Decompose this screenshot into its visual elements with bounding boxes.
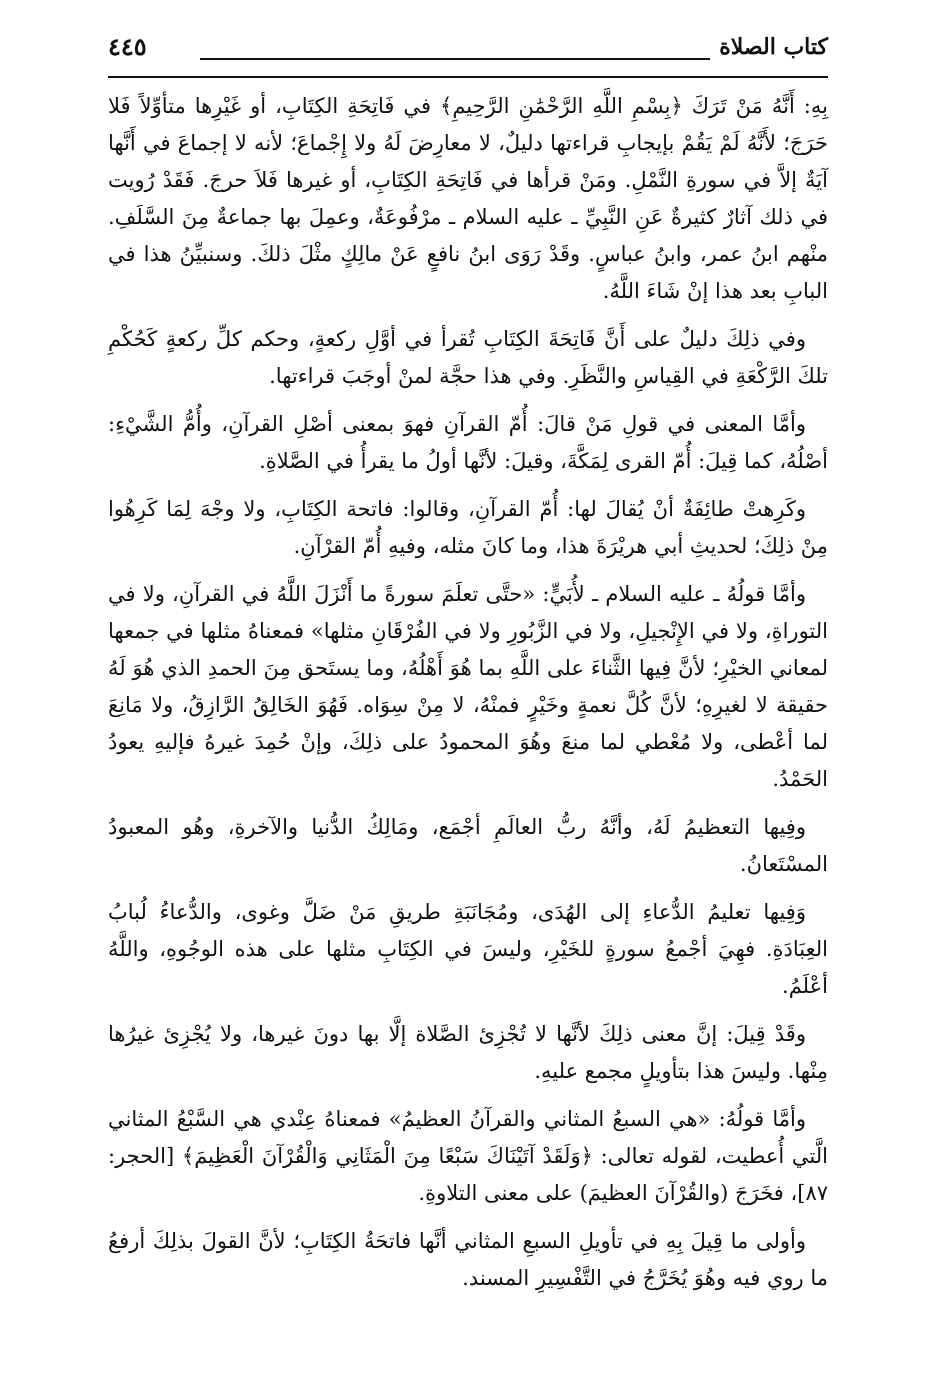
header-rule xyxy=(200,58,710,60)
paragraph-10: وأولى ما قِيلَ بِهِ في تأويلِ السبعِ المثاني أنَّها فاتحَةُ الكِتَابِ؛ لأنَّ القولَ بذلِكَ أرفعُ ما روي فيه وهُوَ يُخَرَّجُ في التَّفْسِيرِ المسند. xyxy=(108,1229,828,1290)
header-underline xyxy=(108,76,828,78)
page-number: ٤٤٥ xyxy=(108,32,147,61)
book-page xyxy=(108,28,828,1308)
paragraph-7: وَفِيها تعليمُ الدُّعاءِ إلى الهُدَى، ومُجَانَبَةِ طريقِ مَنْ ضَلَّ وغوى، والدُّعاءُ لُبابُ العِبَادَةِ. فهِيَ أجْمعُ سورةٍ للخَيْرِ، وليسَ في الكِتَابِ مثلها على هذه الوجُوهِ، واللَّهُ أعْلَمُ. xyxy=(108,900,828,998)
paragraph-3: وأمَّا المعنى في قولِ مَنْ قالَ: أُمّ القرآنِ فهوَ بمعنى أصْلِ القرآنِ، وأُمُّ الشَّيْءِ: أصْلُهُ، كما قِيلَ: أُمّ القرى لِمَكَّةَ، وقيلَ: لأنَّها أولُ ما يقرأُ في الصَّلاةِ. xyxy=(108,412,828,473)
paragraph-1: بِهِ: أَنَّهُ مَنْ تَرَكَ ﴿بِسْمِ اللَّهِ الرَّحْمَٰنِ الرَّحِيمِ﴾ في فَاتِحَةِ الكِتَابِ، أو غَيْرِها متأوِّلاً فَلا حَرَجَ؛ لأَنَّهُ لَمْ يَقُمْ بإيجابِ قراءتها دليلٌ، لا معارِضَ لَهُ ولا إِجْماعَ؛ لأنه لا إجماعَ في أَنَّها آيَةٌ إلاَّ في سورةِ النَّمْلِ. ومَنْ قرأها في فَاتِحَةِ الكِتَابِ، أو غيرها فَلاَ حرجَ. فَقَدْ رُويت في ذلك آثارٌ كثيرةٌ عَنِ النَّبِيِّ ـ عليه السلام ـ مرْفُوعَةٌ، وعمِلَ بها جماعةٌ مِنَ السَّلَفِ. منْهم ابنُ عمر، وابنُ عباسٍ. وقَدْ رَوَى ابنُ نافعٍ عَنْ مالِكٍ مثْلَ ذلكَ. وسنبيِّنُ هذا في البابِ بعد هذا إنْ شَاءَ اللَّهُ. xyxy=(108,94,828,303)
chapter-title: كتاب الصلاة xyxy=(719,34,828,60)
paragraph-9: وأمَّا قولُهُ: «هي السبعُ المثاني والقرآنُ العظيمُ» فمعناهُ عِنْدي هي السَّبْعُ المثاني الَّتي أُعطيت، لقوله تعالى: ﴿وَلَقَدْ آتَيْنَاكَ سَبْعًا مِنَ الْمَثَانِي وَالْقُرْآنَ الْعَظِيمَ﴾ [الحجر: ٨٧]، فخَرَجَ (والقُرْآنَ العظيمَ) على معنى التلاوةِ. xyxy=(108,1107,828,1205)
paragraph-2: وفي ذلِكَ دليلٌ على أَنَّ فَاتِحَةَ الكِتَابِ تُقرأ في أوَّلِ ركعةٍ، وحكم كلِّ ركعةٍ كَحُكْمِ تلكَ الرَّكْعَةِ في القِياسِ والنَّظَرِ. وفي هذا حجَّة لمنْ أوجَبَ قراءتها. xyxy=(108,327,828,388)
paragraph-5: وأمَّا قولُهُ ـ عليه السلام ـ لأُبَيٍّ: «حتَّى تعلَمَ سورةً ما أَنْزَلَ اللَّهُ في القرآنِ، ولا في التوراةِ، ولا في الإِنْجيلِ، ولا في الزَّبُورِ ولا في الفُرْقَانِ مثلها» فمعناهُ مثلها في جمعها لمعاني الخيْرِ؛ لأنَّ فِيها الثَّناءَ على اللَّهِ بما هُوَ أَهْلُهُ، وما يستَحق مِنَ الحمدِ الذي هُوَ لَهُ حقيقة لا لغيرِهِ؛ لأنَّ كُلَّ نعمةٍ وخَيْرٍ فمنْهُ، لا مِنْ سِوَاه. فَهُوَ الخَالِقُ الرَّازِقُ، ولا مَانِعَ لما أعْطى، ولا مُعْطي لما منعَ وهُوَ المحمودُ على ذلِكَ، وإنْ حُمِدَ غيرهُ فإليهِ يعودُ الحَمْدُ. xyxy=(108,582,828,791)
running-header xyxy=(108,28,828,78)
page-body xyxy=(108,88,828,1297)
paragraph-8: وقَدْ قِيلَ: إنَّ معنى ذلِكَ لأنَّها لا تُجْزِئ الصَّلاة إلَّا بها دونَ غيرها، ولا يُجْزِئ غيرُها مِنْها. وليسَ هذا بتأويلٍ مجمع عليهِ. xyxy=(108,1022,828,1083)
paragraph-4: وكَرِهتْ طائِفَةٌ أنْ يُقالَ لها: أُمّ القرآنِ، وقالوا: فاتحة الكِتَابِ، ولا وجْهَ لِمَا كَرِهُوا مِنْ ذلِكَ؛ لحديثِ أبي هريْرَةَ هذا، وما كانَ مثله، وفيهِ أُمّ القرْآنِ. xyxy=(108,497,828,558)
paragraph-6: وفِيها التعظيمُ لَهُ، وأنَّهُ ربُّ العالَمِ أجْمَع، ومَالِكُ الدُّنيا والآخرةِ، وهُو المعبودُ المسْتَعانُ. xyxy=(108,815,828,876)
